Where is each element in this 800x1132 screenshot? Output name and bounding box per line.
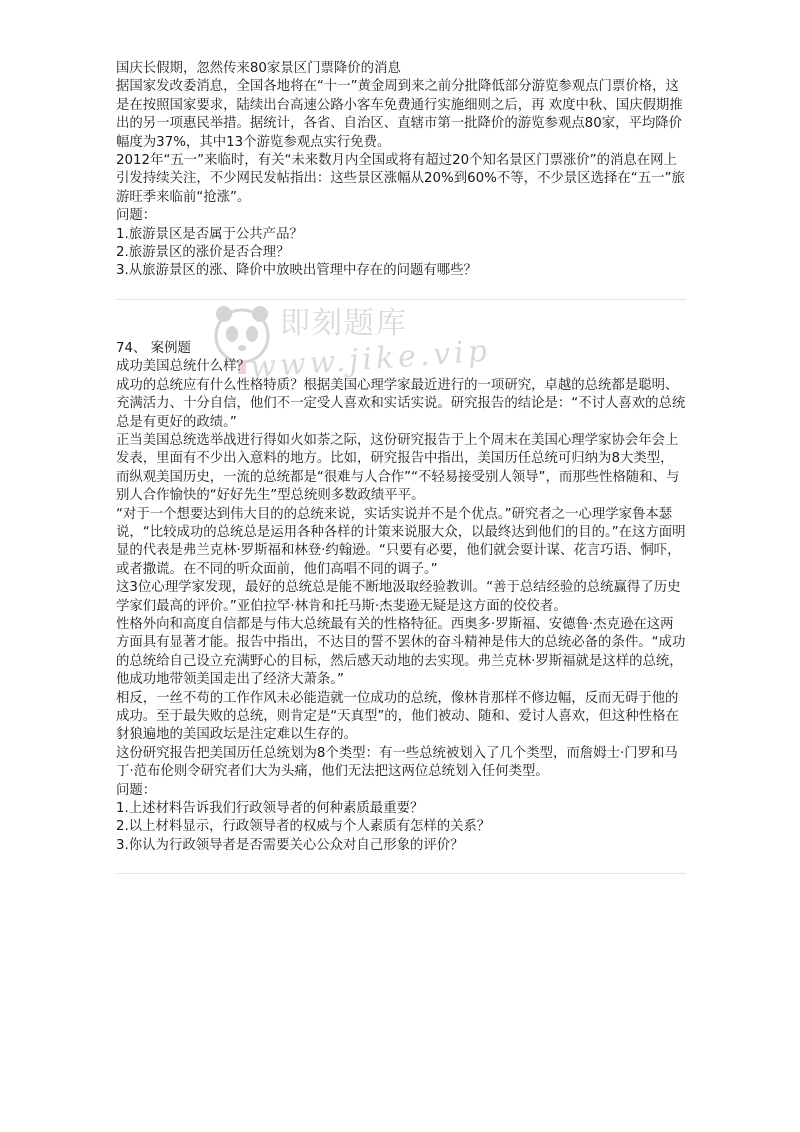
document-page: [116, 60, 686, 874]
watermark-url: www.jike.vip: [249, 333, 493, 386]
question-item: 1.旅游景区是否属于公共产品？: [116, 226, 303, 242]
case-section-presidents: [116, 340, 686, 855]
case-paragraph: 性格外向和高度自信都是与伟大总统最有关的性格特征。西奥多·罗斯福、安德鲁·杰克逊在这两方面具有显著才能。报告中指出，不达目的誓不罢休的奋斗精神是伟大的总统必备的条件。“成功的总统给自己设立充满野心的目标，然后感天动地的去实现。弗兰克林·罗斯福就是这样的总统，他成功地带领美国走出了经济大萧条。”: [116, 616, 686, 688]
section-divider: [116, 299, 686, 300]
question-item: 3.从旅游景区的涨、降价中放映出管理中存在的问题有哪些？: [116, 263, 477, 279]
case-title: 成功美国总统什么样？: [116, 359, 250, 375]
question-item: 2.以上材料显示，行政领导者的权威与个人素质有怎样的关系？: [116, 819, 491, 835]
case-paragraph: 这3位心理学家发现，最好的总统总是能不断地汲取经验教训。“善于总结经验的总统赢得了历史学家们最高的评价。”亚伯拉罕·林肯和托马斯·杰斐逊无疑是这方面的佼佼者。: [116, 580, 681, 614]
case-paragraph: 成功的总统应有什么性格特质？根据美国心理学家最近进行的一项研究，卓越的总统都是聪明、充满活力、十分自信，他们不一定受人喜欢和实话实说。研究报告的结论是：“不讨人喜欢的总统总是有更好的政绩。”: [116, 377, 686, 430]
case-number-heading: 74、 案例题: [116, 340, 191, 356]
question-item: 1.上述材料告诉我们行政领导者的何种素质最重要？: [116, 801, 424, 817]
questions-label: 问题：: [116, 208, 157, 224]
case-paragraph: 正当美国总统选举战进行得如火如荼之际，这份研究报告于上个周末在美国心理学家协会年会上发表，里面有不少出入意料的地方。比如，研究报告中指出，美国历任总统可归纳为8大类型，而纵观美国历史，一流的总统都是“很难与人合作”“不轻易接受别人领导”，而那些性格随和、与别人合作愉快的“好好先生”型总统则多数政绩平平。: [116, 432, 680, 504]
section-divider: [116, 873, 686, 874]
case-paragraph: 相反，一丝不苟的工作作风未必能造就一位成功的总统，像林肯那样不修边幅，反而无碍于他的成功。至于最失败的总统，则肯定是“天真型”的，他们被动、随和、爱讨人喜欢，但这种性格在豺狼遍地的美国政坛是注定难以生存的。: [116, 690, 679, 743]
question-item: 3.你认为行政领导者是否需要关心公众对自己形象的评价？: [116, 837, 464, 853]
case-paragraph: 2012年“五一”来临时，有关“未来数月内全国或将有超过20个知名景区门票涨价”的消息在网上引发持续关注，不少网民发帖指出：这些景区涨幅从20%到60%不等，不少景区选择在“五一”旅游旺季来临前“抢涨”。: [116, 153, 685, 205]
case-paragraph: “对于一个想要达到伟大目的的总统来说，实话实说并不是个优点。”研究者之一心理学家鲁本瑟说，“比较成功的总统总是运用各种各样的计策来说服大众，以最终达到他们的目的。”在这方面明显的代表是弗兰克林·罗斯福和林登·约翰逊。“只要有必要，他们就会耍计谋、花言巧语、恫吓，或者撒谎。在不同的听众面前，他们高唱不同的调子。”: [116, 506, 686, 577]
case-paragraph: 这份研究报告把美国历任总统划为8个类型：有一些总统被划入了几个类型，而詹姆士·门罗和马丁·范布伦则令研究者们大为头痛，他们无法把这两位总统划入任何类型。: [116, 745, 678, 780]
case-paragraph: 据国家发改委消息，全国各地将在“十一”黄金周到来之前分批降低部分游览参观点门票价格，这是在按照国家要求，陆续出台高速公路小客车免费通行实施细则之后，再 欢度中秋、国庆假期推出的另一项惠民举措。据统计，各省、自治区、直辖市第一批降价的游览参观点80家，平均降价幅度为37%，其中13个游览参观点实行免费。: [116, 79, 683, 150]
case-section-scenic-spots: [116, 60, 686, 281]
case-title: 国庆长假期，忽然传来80家景区门票降价的消息: [116, 61, 401, 76]
question-item: 2.旅游景区的涨价是否合理？: [116, 245, 290, 261]
watermark-brand: 即刻题库: [280, 306, 408, 341]
questions-label: 问题：: [116, 782, 157, 798]
